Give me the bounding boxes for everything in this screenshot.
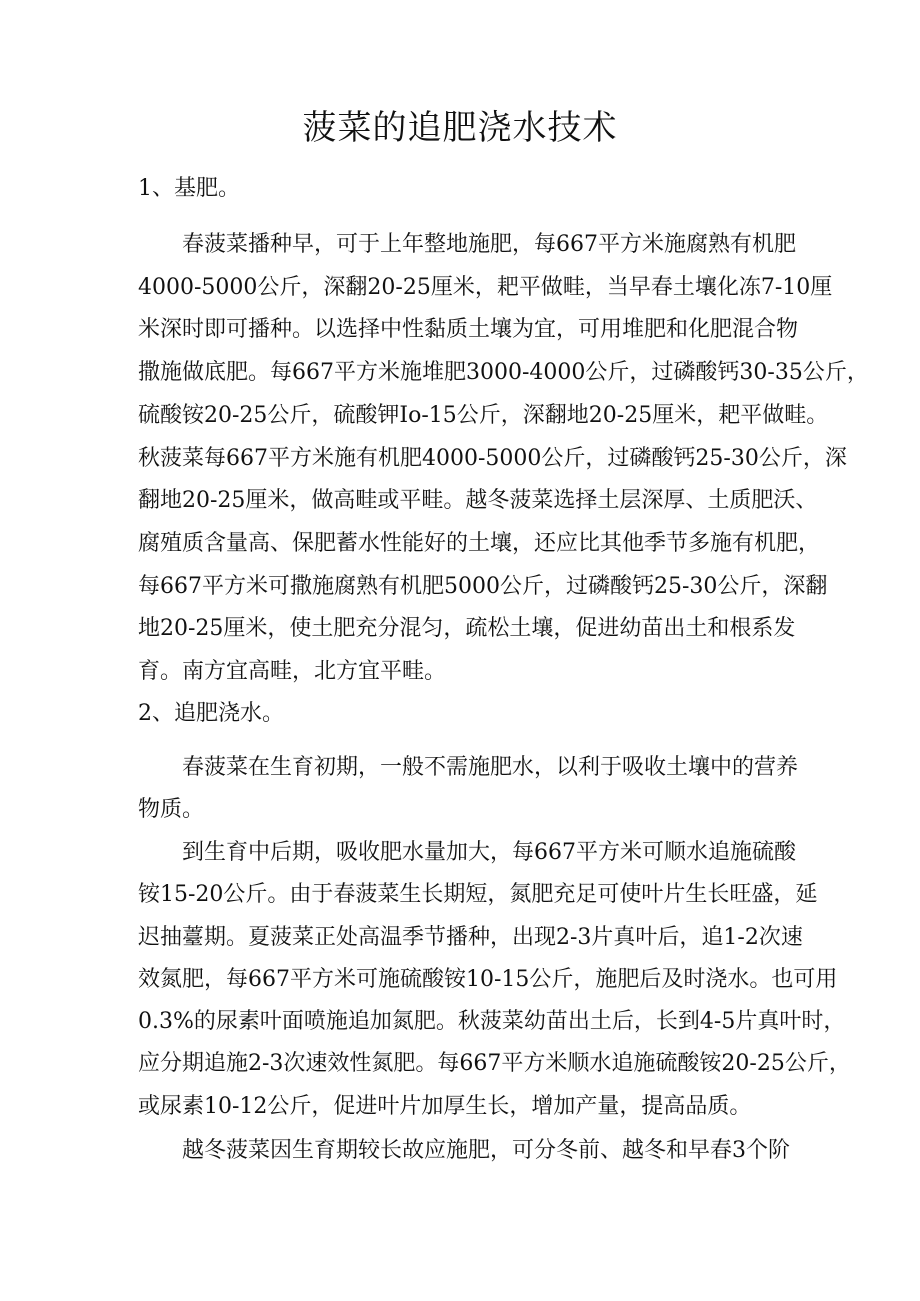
paragraph-early-growth [138,747,799,831]
paragraph-line: 米深时即可播种。以选择中性黏质土壤为宜，可用堆肥和化肥混合物 [138,317,799,343]
paragraph-line: 撒施做底肥。每667平方米施堆肥3000-4000公斤，过磷酸钙30-35公斤， [138,360,869,386]
section-heading-topdressing-watering: 2、追肥浇水。 [138,701,284,726]
paragraph-line: 地20-25厘米，使土肥充分混匀，疏松土壤，促进幼苗出土和根系发 [138,616,796,642]
paragraph-line: 应分期追施2-3次速效性氮肥。每667平方米顺水追施硫酸铵20-25公斤， [138,1051,851,1077]
paragraph-line: 0.3%的尿素叶面喷施追加氮肥。秋菠菜幼苗出土后，长到4-5片真叶时， [138,1009,846,1035]
paragraph-line: 物质。 [138,797,205,822]
paragraph-mid-late-growth [138,832,851,1128]
section-heading-basal-fertilizer: 1、基肥。 [138,176,240,201]
paragraph-line: 4000-5000公斤，深翻20-25厘米，耙平做畦，当早春土壤化冻7-10厘 [138,274,833,300]
paragraph-line: 育。南方宜高畦，北方宜平畦。 [138,659,447,685]
paragraph-line: 到生育中后期，吸收肥水量加大，每667平方米可顺水追施硫酸 [182,840,796,865]
paragraph-line: 每667平方米可撒施腐熟有机肥5000公斤，过磷酸钙25-30公斤，深翻 [138,573,828,599]
paragraph-line: 迟抽薹期。夏菠菜正处高温季节播种，出现2-3片真叶后，追1-2次速 [138,924,803,950]
paragraph-line: 腐殖质含量高、保肥蓄水性能好的土壤，还应比其他季节多施有机肥， [138,530,821,556]
paragraph-line: 效氮肥，每667平方米可施硫酸铵10-15公斤，施肥后及时浇水。也可用 [138,966,838,992]
document-title: 菠菜的追肥浇水技术 [302,108,618,148]
paragraph-line: 或尿素10-12公斤，促进叶片加厚生长，增加产量，提高品质。 [138,1093,752,1119]
paragraph-line: 铵15-20公斤。由于春菠菜生长期短，氮肥充足可使叶片生长旺盛，延 [138,882,818,908]
paragraph-basal-fertilizer [138,224,869,694]
paragraph-overwintering [138,1130,790,1172]
paragraph-line: 春菠菜在生育初期，一般不需施肥水，以利于吸收土壤中的营养 [182,755,799,780]
paragraph-line: 硫酸铵20-25公斤，硫酸钾Io-15公斤，深翻地20-25厘米，耙平做畦。 [138,402,829,428]
paragraph-line: 秋菠菜每667平方米施有机肥4000-5000公斤，过磷酸钙25-30公斤，深 [138,445,847,471]
paragraph-line: 越冬菠菜因生育期较长故应施肥，可分冬前、越冬和早春3个阶 [182,1138,790,1163]
paragraph-line: 翻地20-25厘米，做高畦或平畦。越冬菠菜选择土层深厚、土质肥沃、 [138,488,818,514]
paragraph-line: 春菠菜播种早，可于上年整地施肥，每667平方米施腐熟有机肥 [182,232,796,257]
